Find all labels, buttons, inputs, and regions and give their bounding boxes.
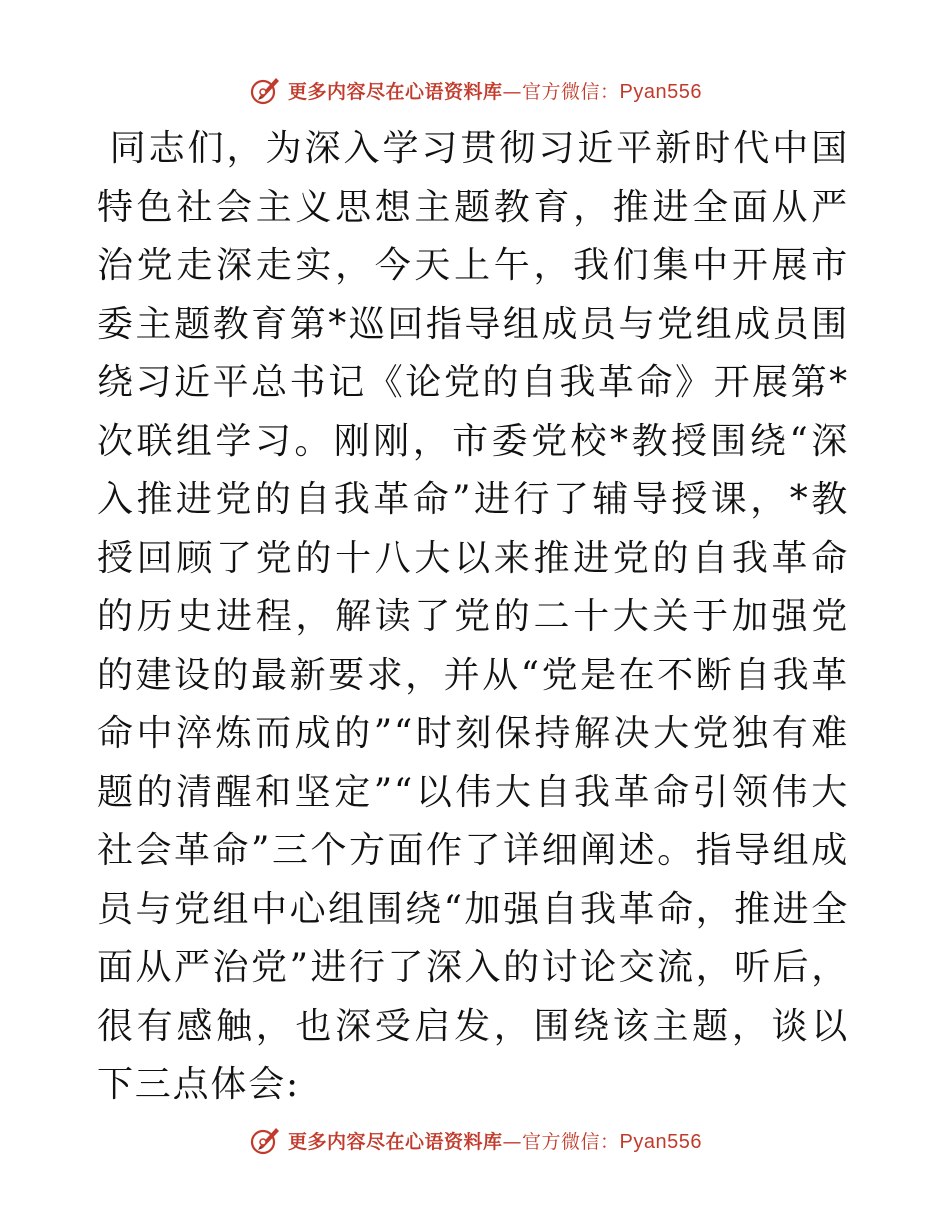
footer-banner-wechat-id: Pyan556 [619,1130,702,1153]
header-banner-content [248,73,702,107]
footer-banner-content [248,1123,702,1157]
header-banner [0,70,950,110]
footer-banner-separator: —官方微信： [502,1130,620,1153]
header-banner-text [288,77,702,104]
header-banner-wechat-id: Pyan556 [619,80,702,103]
footer-banner-title: 更多内容尽在心语资料库 [288,1130,503,1153]
footer-banner [0,1120,950,1160]
footer-banner-text [288,1127,702,1154]
quill-circle-logo-icon [248,1123,282,1157]
body-paragraph: 同志们，为深入学习贯彻习近平新时代中国特色社会主义思想主题教育，推进全面从严治党走深走实，今天上午，我们集中开展市委主题教育第*巡回指导组成员与党组成员围绕习近平总书记《论党的自我革命》开展第*次联组学习。刚刚，市委党校*教授围绕“深入推进党的自我革命”进行了辅导授课，*教授回顾了党的十八大以来推进党的自我革命的历史进程，解读了党的二十大关于加强党的建设的最新要求，并从“党是在不断自我革命中淬炼而成的”“时刻保持解决大党独有难题的清醒和坚定”“以伟大自我革命引领伟大社会革命”三个方面作了详细阐述。指导组成员与党组中心组围绕“加强自我革命，推进全面从严治党”进行了深入的讨论交流，听后，很有感触，也深受启发，围绕该主题，谈以下三点体会: [97,128,850,1105]
header-banner-title: 更多内容尽在心语资料库 [288,80,503,103]
header-banner-separator: —官方微信： [502,80,620,103]
quill-circle-logo-icon [248,73,282,107]
